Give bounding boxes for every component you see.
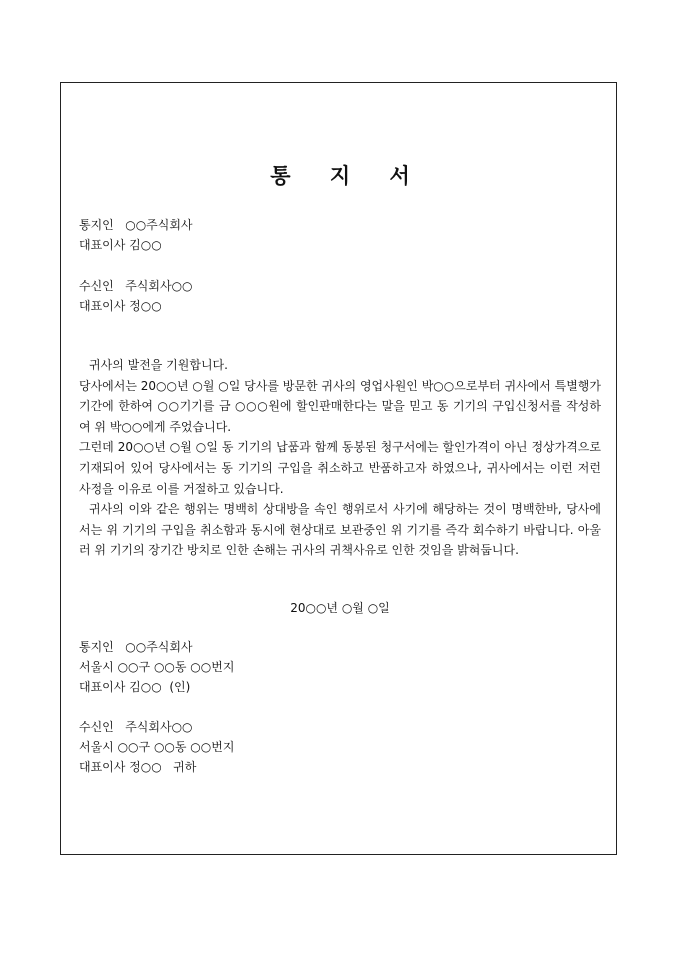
header-recipient-block xyxy=(79,276,193,316)
header-sender-block xyxy=(79,215,193,255)
document-date: 20○○년 ○월 ○일 xyxy=(290,601,390,615)
recipient-name-line: 수신인 주식회사○○ xyxy=(79,279,193,293)
footer-sender-representative: 대표이사 김○○ (인) xyxy=(79,680,191,694)
body-paragraph-3: 귀사의 이와 같은 행위는 명백히 상대방을 속인 행위로서 사기에 해당하는 것이 명백한바, 당사에서는 위 기기의 구입을 취소함과 동시에 현상대로 보관중인 위 기기를 즉각 회수하기 바랍니다. 아울러 위 기기의 장기간 방치로 인한 손해는 귀사의 귀책사유로 인한 것임을 밝혀둡니다. xyxy=(79,502,601,558)
footer-recipient-block xyxy=(79,717,234,777)
sender-name-line: 통지인 ○○주식회사 xyxy=(79,218,193,232)
document-title: 통 지 서 xyxy=(270,163,426,188)
recipient-representative-line: 대표이사 정○○ xyxy=(79,299,162,313)
footer-recipient-address: 서울시 ○○구 ○○동 ○○번지 xyxy=(79,740,235,754)
sender-representative-line: 대표이사 김○○ xyxy=(79,238,162,252)
footer-recipient-name: 수신인 주식회사○○ xyxy=(79,720,193,734)
footer-recipient-representative: 대표이사 정○○ 귀하 xyxy=(79,760,197,774)
letter-body xyxy=(79,355,601,561)
footer-sender-block xyxy=(79,637,234,697)
body-paragraph-1: 당사에서는 20○○년 ○월 ○일 당사를 방문한 귀사의 영업사원인 박○○으로부터 귀사에서 특별행가기간에 한하여 ○○기기를 금 ○○○원에 할인판매한다는 말을 믿고 동 기기의 구입신청서를 작성하여 위 박○○에게 주었습니다. xyxy=(79,378,601,434)
footer-sender-name: 통지인 ○○주식회사 xyxy=(79,640,193,654)
footer-sender-address: 서울시 ○○구 ○○동 ○○번지 xyxy=(79,660,235,674)
body-paragraph-2: 그런데 20○○년 ○월 ○일 동 기기의 납품과 함께 동봉된 청구서에는 할인가격이 아닌 정상가격으로 기재되어 있어 당사에서는 동 기기의 구입을 취소하고 반품하고자 하였으나, 귀사에서는 이런 저런 사정을 이유로 이를 거절하고 있습니다. xyxy=(79,440,601,496)
greeting-paragraph: 귀사의 발전을 기원합니다. xyxy=(89,358,228,372)
